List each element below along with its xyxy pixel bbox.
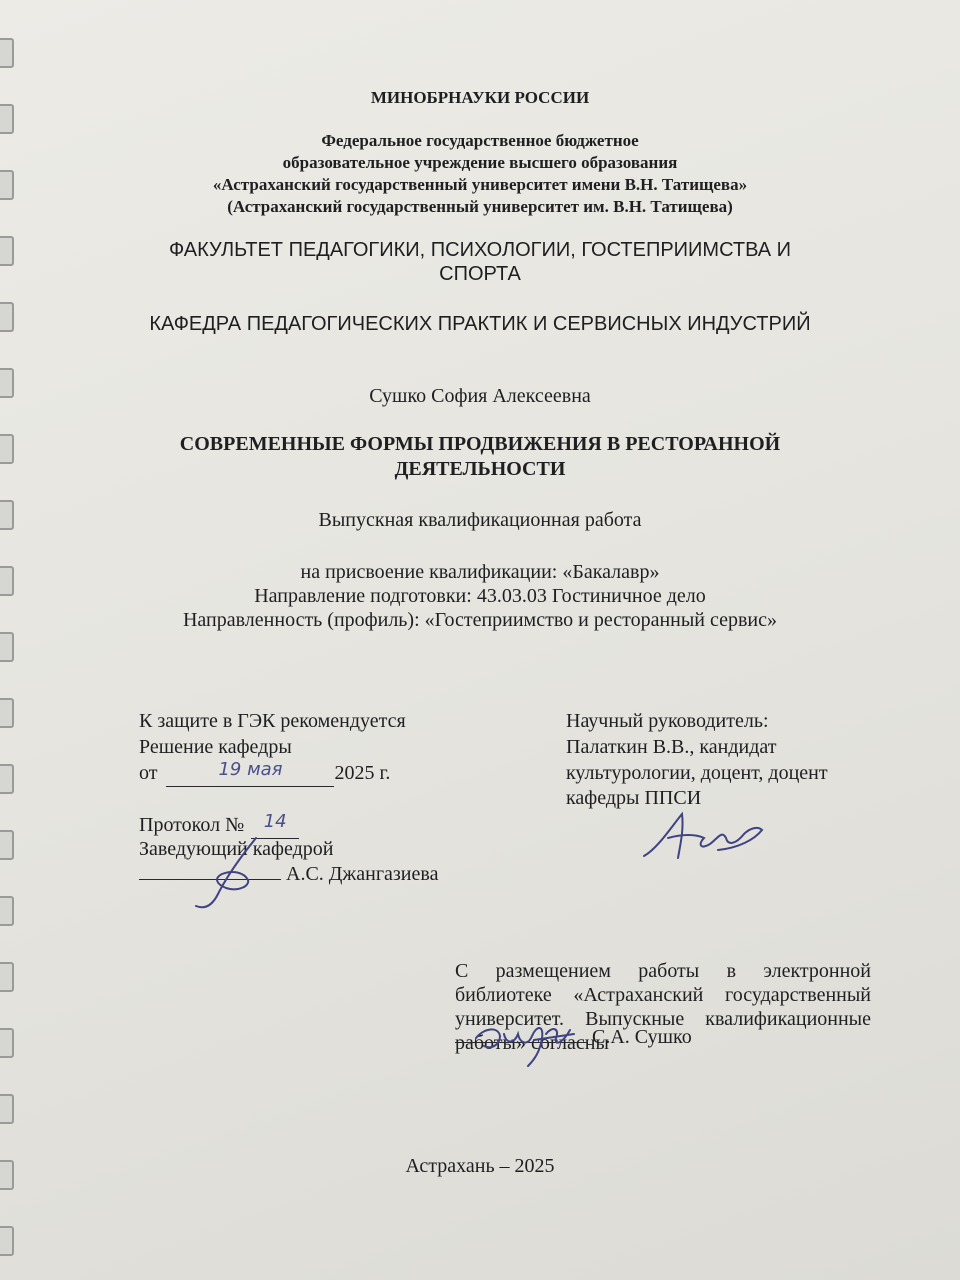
head-of-department-name: А.С. Джангазиева <box>286 863 439 885</box>
faculty-line-2: СПОРТА <box>439 263 521 285</box>
decision-date-handwritten: 19 мая <box>218 759 283 780</box>
city-and-year: Астрахань – 2025 <box>405 1155 555 1177</box>
institution-line-4: (Астраханский государственный университет им. В.Н. Татищева) <box>227 197 733 216</box>
decision-date-field <box>166 761 334 787</box>
author-name: Сушко София Алексеевна <box>369 385 591 407</box>
qualification-line: на присвоение квалификации: «Бакалавр» <box>300 561 660 583</box>
defense-recommendation: К защите в ГЭК рекомендуется <box>139 710 406 732</box>
ministry-heading: МИНОБРНАУКИ РОССИИ <box>370 88 590 107</box>
date-prefix: от <box>139 762 158 784</box>
department-decision: Решение кафедры <box>139 736 292 758</box>
thesis-title-line-1: СОВРЕМЕННЫЕ ФОРМЫ ПРОДВИЖЕНИЯ В РЕСТОРАННОЙ <box>179 433 781 455</box>
thesis-title-line-2: ДЕЯТЕЛЬНОСТИ <box>394 458 566 480</box>
head-signature <box>188 834 268 914</box>
supervisor-label: Научный руководитель: <box>566 710 769 732</box>
training-profile: Направленность (профиль): «Гостеприимство и ресторанный сервис» <box>182 609 778 631</box>
supervisor-department: кафедры ППСИ <box>566 787 702 809</box>
student-signer-name: С.А. Сушко <box>592 1026 692 1048</box>
department-name: КАФЕДРА ПЕДАГОГИЧЕСКИХ ПРАКТИК И СЕРВИСНЫХ ИНДУСТРИЙ <box>149 313 811 335</box>
supervisor-title: культурологии, доцент, доцент <box>566 762 828 784</box>
institution-line-2: образовательное учреждение высшего образования <box>282 153 678 172</box>
supervisor-signature <box>638 808 768 864</box>
supervisor-name: Палаткин В.В., кандидат <box>566 736 777 758</box>
protocol-label: Протокол № <box>139 814 245 836</box>
work-type: Выпускная квалификационная работа <box>318 509 642 531</box>
student-signature <box>470 1010 580 1070</box>
decision-year: 2025 г. <box>334 762 391 784</box>
training-direction: Направление подготовки: 43.03.03 Гостиничное дело <box>254 585 706 607</box>
faculty-line-1: ФАКУЛЬТЕТ ПЕДАГОГИКИ, ПСИХОЛОГИИ, ГОСТЕПРИИМСТВА И <box>168 239 792 261</box>
protocol-number-handwritten: 14 <box>263 811 287 832</box>
institution-line-3: «Астраханский государственный университет имени В.Н. Татищева» <box>212 175 748 194</box>
institution-line-1: Федеральное государственное бюджетное <box>321 131 639 150</box>
decision-date-line <box>139 761 390 787</box>
head-signature-line <box>139 862 438 886</box>
library-consent-text: С размещением работы в электронной библиотеке «Астраханский государственный университет. Выпускные квалификационные работы» согласны <box>455 960 871 1054</box>
head-of-department-label: Заведующий кафедрой <box>139 838 334 860</box>
